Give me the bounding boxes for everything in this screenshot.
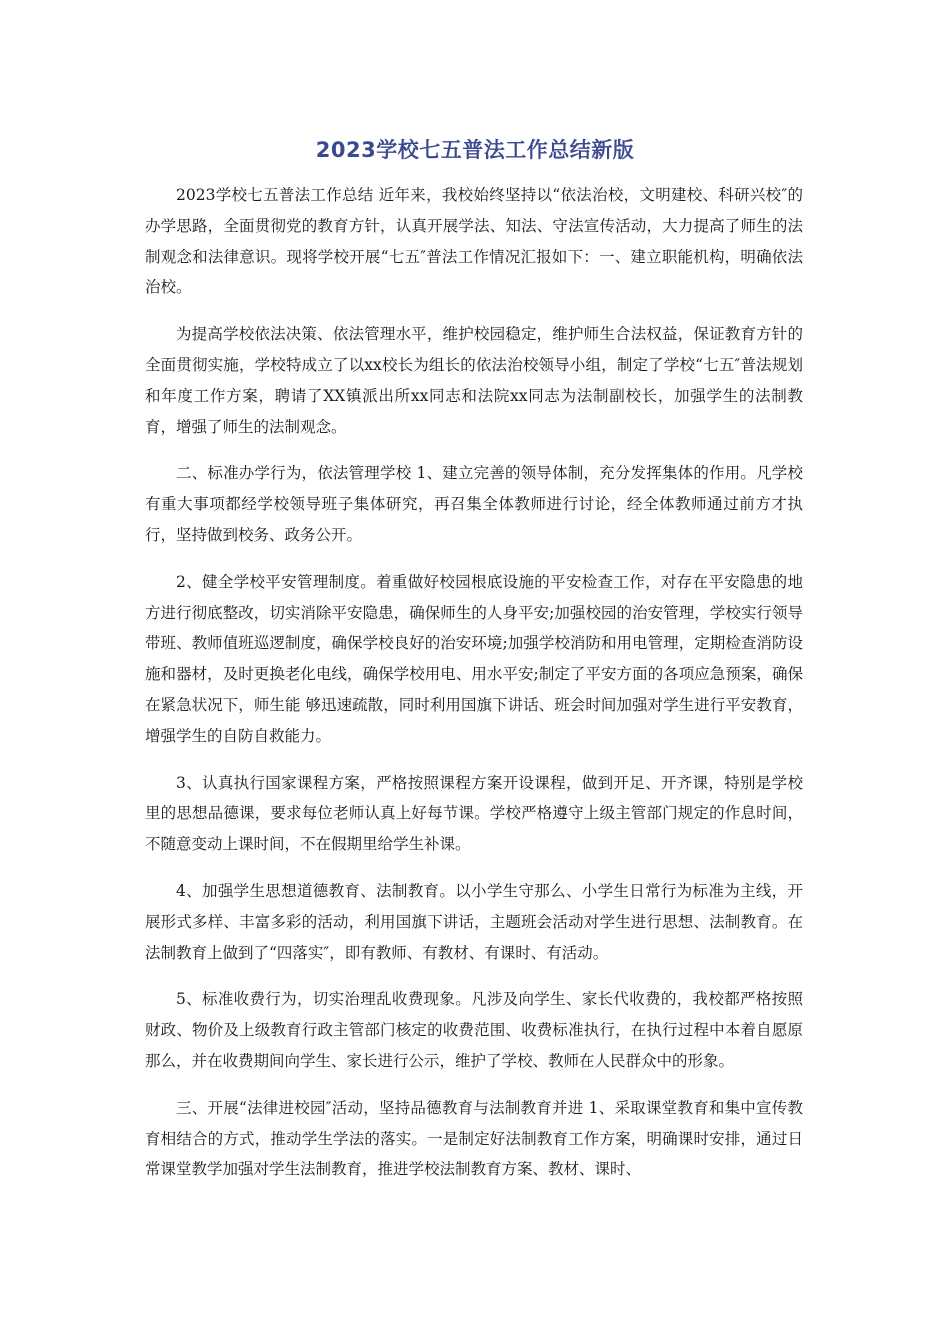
paragraph-curriculum: 3、认真执行国家课程方案，严格按照课程方案开设课程，做到开足、开齐课，特别是学校里的思想品德课，要求每位老师认真上好每节课。学校严格遵守上级主管部门规定的作息时间，不随意变动上课时间，不在假期里给学生补课。 [145, 773, 803, 854]
paragraph-moral-education: 4、加强学生思想道德教育、法制教育。以小学生守那么、小学生日常行为标准为主线，开展形式多样、丰富多彩的活动，利用国旗下讲话，主题班会活动对学生进行思想、法制教育。在法制教育上做到了“四落实″，即有教师、有教材、有课时、有活动。 [145, 881, 803, 962]
document-body [145, 180, 803, 1201]
paragraph-leadership-group: 为提高学校依法决策、依法管理水平，维护校园稳定，维护师生合法权益，保证教育方针的全面贯彻实施，学校特成立了以xx校长为组长的依法治校领导小组，制定了学校“七五″普法规划和年度工作方案，聘请了XX镇派出所xx同志和法院xx同志为法制副校长，加强学生的法制教育，增强了师生的法制观念。 [145, 325, 803, 436]
paragraph-intro: 2023学校七五普法工作总结 近年来，我校始终坚持以“依法治校，文明建校、科研兴校″的办学思路，全面贯彻党的教育方针，认真开展学法、知法、守法宣传活动，大力提高了师生的法制观念和法律意识。现将学校开展“七五″普法工作情况汇报如下：一、建立职能机构，明确依法治校。 [145, 186, 803, 297]
paragraph-fees: 5、标准收费行为，切实治理乱收费现象。凡涉及向学生、家长代收费的，我校都严格按照财政、物价及上级教育行政主管部门核定的收费范围、收费标准执行，在执行过程中本着自愿原那么，并在收费期间向学生、家长进行公示，维护了学校、教师在人民群众中的形象。 [145, 990, 803, 1070]
paragraph-section-two: 二、标准办学行为，依法管理学校 1、建立完善的领导体制，充分发挥集体的作用。凡学校有重大事项都经学校领导班子集体研究，再召集全体教师进行讨论，经全体教师通过前方才执行，坚持做到校务、政务公开。 [145, 464, 803, 544]
document-title: 2023学校七五普法工作总结新版 [315, 138, 635, 162]
paragraph-section-three: 三、开展“法律进校园″活动，坚持品德教育与法制教育并进 1、采取课堂教育和集中宣传教育相结合的方式，推动学生学法的落实。一是制定好法制教育工作方案，明确课时安排，通过日常课堂教学加强对学生法制教育，推进学校法制教育方案、教材、课时、 [145, 1098, 803, 1179]
paragraph-safety-management: 2、健全学校平安管理制度。着重做好校园根底设施的平安检查工作，对存在平安隐患的地方进行彻底整改，切实消除平安隐患，确保师生的人身平安;加强校园的治安管理，学校实行领导带班、教师值班巡逻制度，确保学校良好的治安环境;加强学校消防和用电管理，定期检查消防设施和器材，及时更换老化电线，确保学校用电、用水平安;制定了平安方面的各项应急预案，确保在紧急状况下，师生能 够迅速疏散，同时利用国旗下讲话、班会时间加强对学生进行平安教育，增强学生的自防自救能力。 [145, 572, 803, 745]
